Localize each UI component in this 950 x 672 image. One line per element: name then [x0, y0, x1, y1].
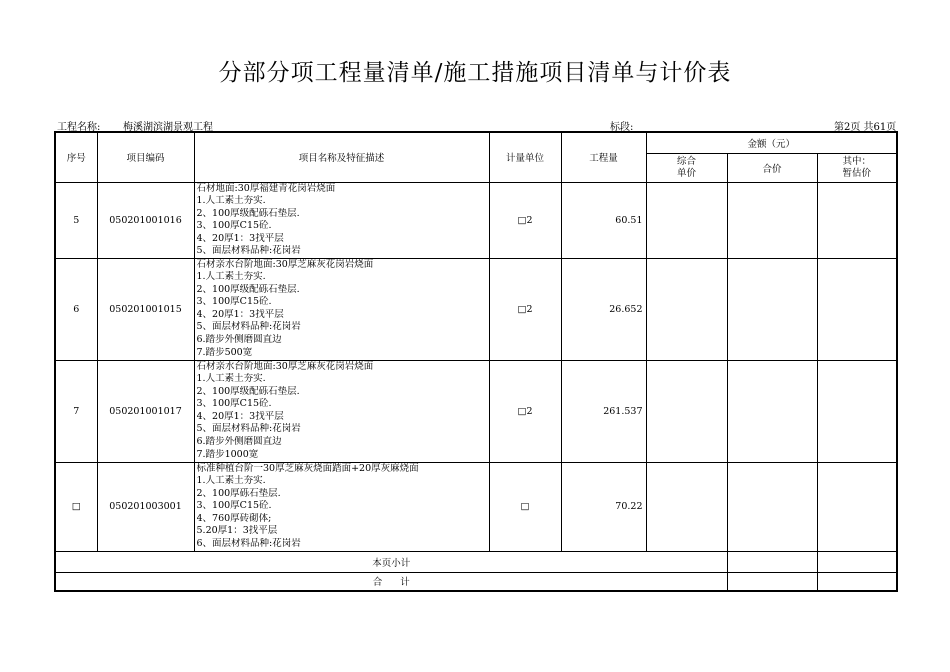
- desc-line: 4、20厚1：3找平层: [196, 232, 284, 244]
- header-desc: 项目名称及特征描述: [194, 132, 489, 182]
- row-seq: 6: [55, 258, 97, 360]
- row-unit-price: [646, 360, 727, 462]
- desc-line: 3、100厚C15砼.: [196, 398, 272, 410]
- desc-line: 1.人工素土夯实.: [196, 195, 266, 207]
- desc-line: 6、面层材料品种:花岗岩: [196, 538, 301, 550]
- row-description: [194, 462, 489, 551]
- desc-line: 5、面层材料品种:花岗岩: [196, 423, 301, 435]
- desc-line: 2、100厚级配砾石垫层.: [196, 385, 300, 397]
- row-provisional: [817, 462, 897, 551]
- row-provisional: [817, 360, 897, 462]
- header-unit-price-line1: 综合: [676, 155, 696, 167]
- desc-line: 7.踏步1000宽: [196, 448, 259, 460]
- row-description: [194, 258, 489, 360]
- table-row: [55, 182, 897, 258]
- row-code: 050201003001: [97, 462, 194, 551]
- total-provisional: [817, 572, 897, 591]
- desc-line: 石材亲水台阶地面:30厚芝麻灰花岗岩烧面: [196, 360, 374, 372]
- header-provisional-line2: 暂估价: [842, 167, 871, 179]
- desc-line: 5.20厚1：3找平层: [196, 525, 278, 537]
- row-seq: 7: [55, 360, 97, 462]
- desc-line: 1.人工素土夯实.: [196, 373, 266, 385]
- desc-line: 5、面层材料品种:花岗岩: [196, 321, 301, 333]
- header-unit-price: [646, 153, 727, 182]
- row-code: 050201001017: [97, 360, 194, 462]
- header-total: 合价: [727, 153, 817, 182]
- row-total: [727, 182, 817, 258]
- total-label: 合 计: [55, 572, 727, 591]
- row-unit: □2: [489, 258, 561, 360]
- row-unit: □: [489, 462, 561, 551]
- desc-line: 石材地面:30厚福建青花岗岩烧面: [196, 182, 336, 194]
- desc-line: 4、20厚1：3找平层: [196, 410, 284, 422]
- row-unit-price: [646, 462, 727, 551]
- header-qty: 工程量: [561, 132, 646, 182]
- desc-line: 3、100厚C15砼.: [196, 296, 272, 308]
- row-unit-price: [646, 182, 727, 258]
- project-name: 梅溪湖滨湖景观工程: [123, 122, 213, 133]
- desc-line: 3、100厚C15砼.: [196, 220, 272, 232]
- desc-line: 6.踏步外侧磨圆直边: [196, 436, 282, 448]
- row-qty: 60.51: [561, 182, 646, 258]
- row-seq: □: [55, 462, 97, 551]
- desc-line: 2、100厚级配砾石垫层.: [196, 207, 300, 219]
- header-unit-price-line2: 单价: [676, 167, 696, 179]
- desc-line: 标准种植台阶一30厚芝麻灰烧面踏面+20厚灰麻烧面: [196, 462, 419, 474]
- total-amount: [727, 572, 817, 591]
- header-provisional-line1: 其中：: [842, 155, 871, 167]
- row-provisional: [817, 258, 897, 360]
- desc-line: 1.人工素土夯实.: [196, 475, 266, 487]
- table-row: [55, 258, 897, 360]
- subtotal-amount: [727, 551, 817, 572]
- desc-line: 5、面层材料品种:花岗岩: [196, 245, 301, 257]
- project-name-label: 工程名称:: [57, 122, 101, 133]
- desc-line: 4、760厚砖砌体;: [196, 512, 272, 524]
- desc-line: 4、20厚1：3找平层: [196, 308, 284, 320]
- page-info: 第2页 共61页: [834, 122, 897, 133]
- header-provisional: [817, 153, 897, 182]
- desc-line: 2、100厚级配砾石垫层.: [196, 283, 300, 295]
- subtotal-row: [55, 551, 897, 572]
- desc-line: 7.踏步500宽: [196, 346, 253, 358]
- row-code: 050201001015: [97, 258, 194, 360]
- desc-line: 2、100厚砾石垫层.: [196, 487, 281, 499]
- subtotal-label: 本页小计: [55, 551, 727, 572]
- row-qty: 26.652: [561, 258, 646, 360]
- subtotal-provisional: [817, 551, 897, 572]
- row-qty: 261.537: [561, 360, 646, 462]
- row-unit: □2: [489, 182, 561, 258]
- row-total: [727, 258, 817, 360]
- table-row: [55, 462, 897, 551]
- header-unit: 计量单位: [489, 132, 561, 182]
- row-unit-price: [646, 258, 727, 360]
- row-total: [727, 462, 817, 551]
- section-label: 标段:: [610, 122, 634, 133]
- row-provisional: [817, 182, 897, 258]
- row-description: [194, 360, 489, 462]
- desc-line: 6.踏步外侧磨圆直边: [196, 334, 282, 346]
- row-code: 050201001016: [97, 182, 194, 258]
- row-qty: 70.22: [561, 462, 646, 551]
- desc-line: 3、100厚C15砼.: [196, 500, 272, 512]
- row-description: [194, 182, 489, 258]
- header-amount: 金额（元）: [646, 132, 897, 153]
- bill-table: [54, 131, 898, 592]
- desc-line: 石材亲水台阶地面:30厚芝麻灰花岗岩烧面: [196, 258, 374, 270]
- row-seq: 5: [55, 182, 97, 258]
- row-unit: □2: [489, 360, 561, 462]
- table-row: [55, 360, 897, 462]
- header-seq: 序号: [55, 132, 97, 182]
- header-code: 项目编码: [97, 132, 194, 182]
- row-total: [727, 360, 817, 462]
- total-row: [55, 572, 897, 591]
- page-title: 分部分项工程量清单/施工措施项目清单与计价表: [218, 60, 732, 86]
- desc-line: 1.人工素土夯实.: [196, 271, 266, 283]
